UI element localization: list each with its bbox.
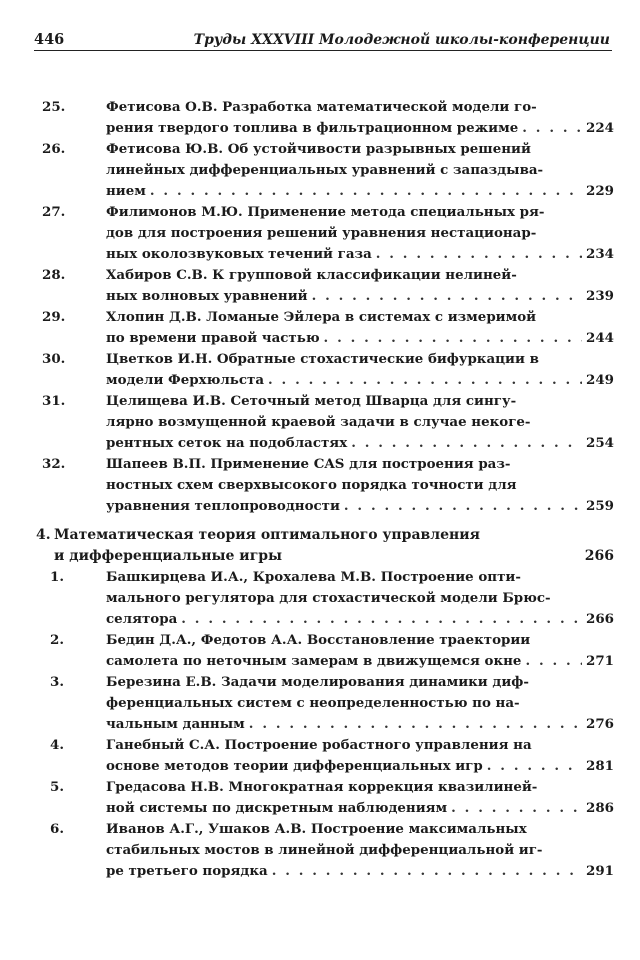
dot-leader (312, 286, 582, 307)
toc-entry-title-line: Иванов А.Г., Ушаков А.В. Построение максимальных (106, 821, 527, 837)
toc-entry-page: 271 (586, 653, 614, 669)
toc-entry-title-line: Фетисова О.В. Разработка математической модели го- (106, 99, 537, 115)
toc-entry-number: 29. (42, 309, 66, 325)
toc-entry-title-line: Березина Е.В. Задачи моделирования динамики диф- (106, 674, 529, 690)
toc-entry[interactable] (34, 630, 614, 672)
toc-entry-page: 286 (586, 800, 614, 816)
dot-leader (487, 756, 582, 777)
toc-entry-number: 28. (42, 267, 66, 283)
toc-entry-page: 276 (586, 716, 614, 732)
toc-entry[interactable] (34, 567, 614, 630)
toc-entry-number: 2. (50, 632, 64, 648)
toc-entry-title-line: лярно возмущенной краевой задачи в случае некоге- (106, 414, 531, 430)
toc-entry-title-line: Фетисова Ю.В. Об устойчивости разрывных решений (106, 141, 531, 157)
toc-entry-title-line: ференциальных систем с неопределенностью по на- (106, 695, 520, 711)
toc-entry-title-last-line: самолета по неточным замерам в движущемся окне (106, 653, 522, 669)
toc-entry-number: 26. (42, 141, 66, 157)
toc-entry-number: 5. (50, 779, 64, 795)
toc-entry-title-last-line: рентных сеток на подобластях (106, 435, 348, 451)
toc-entry-number: 32. (42, 456, 66, 472)
toc-entry-page: 234 (586, 246, 614, 262)
toc-entry-title-line: Ганебный С.А. Построение робастного управления на (106, 737, 532, 753)
dot-leader (272, 861, 582, 882)
dot-leader (525, 651, 582, 672)
toc-entry-title-line: линейных дифференциальных уравнений с запаздыва- (106, 162, 544, 178)
toc-entry-title-last-line: ных волновых уравнений (106, 288, 308, 304)
dot-leader (150, 181, 582, 202)
dot-leader (181, 609, 582, 630)
toc-entry-page: 244 (586, 330, 614, 346)
page-header (34, 30, 612, 51)
section-title-line-1: Математическая теория оптимального управления (54, 527, 481, 543)
page-number: 446 (34, 31, 65, 48)
toc-entry-page: 266 (586, 611, 614, 627)
toc-entry[interactable] (34, 307, 614, 349)
toc-entry-title-last-line: по времени правой частью (106, 330, 320, 346)
running-title: Труды XXXVIII Молодежной школы-конференции (193, 32, 610, 48)
toc-entry-page: 249 (586, 372, 614, 388)
toc-entry-title-last-line: ре третьего порядка (106, 863, 268, 879)
toc-entry-title-line: Шапеев В.П. Применение CAS для построения раз- (106, 456, 511, 472)
toc-entry-page: 224 (586, 120, 614, 136)
toc-entry-title-last-line: ных околозвуковых течений газа (106, 246, 372, 262)
toc-entry-title-line: Цветков И.Н. Обратные стохастические бифуркации в (106, 351, 539, 367)
toc-entry[interactable] (34, 97, 614, 139)
toc-entry-title-last-line: рения твердого топлива в фильтрационном режиме (106, 120, 519, 136)
toc-entry-title-line: Башкирцева И.А., Крохалева М.В. Построение опти- (106, 569, 521, 585)
toc-entry[interactable] (34, 672, 614, 735)
toc-entry[interactable] (34, 391, 614, 454)
dot-leader (522, 118, 582, 139)
toc-entry[interactable] (34, 265, 614, 307)
toc-entry-number: 25. (42, 99, 66, 115)
table-of-contents (34, 97, 614, 882)
toc-entry-page: 281 (586, 758, 614, 774)
toc-entry-title-line: дов для построения решений уравнения нестационар- (106, 225, 537, 241)
section-number: 4. (36, 527, 51, 543)
toc-entry-page: 229 (586, 183, 614, 199)
toc-entry-title-line: стабильных мостов в линейной дифференциальной иг- (106, 842, 543, 858)
toc-entry-number: 4. (50, 737, 64, 753)
toc-entry-number: 3. (50, 674, 64, 690)
toc-entry[interactable] (34, 349, 614, 391)
toc-entry-number: 1. (50, 569, 64, 585)
dot-leader (376, 244, 582, 265)
toc-entry-title-line: Целищева И.В. Сеточный метод Шварца для сингу- (106, 393, 517, 409)
toc-entry-number: 31. (42, 393, 66, 409)
section-page: 266 (584, 548, 614, 564)
toc-entry[interactable] (34, 777, 614, 819)
toc-entry-title-last-line: нием (106, 183, 146, 199)
dot-leader (351, 433, 582, 454)
toc-entry-title-last-line: чальным данным (106, 716, 245, 732)
dot-leader (344, 496, 582, 517)
toc-entry-number: 27. (42, 204, 66, 220)
toc-entry[interactable] (34, 735, 614, 777)
dot-leader (249, 714, 582, 735)
toc-entry-page: 291 (586, 863, 614, 879)
toc-entry-number: 30. (42, 351, 66, 367)
toc-entry-title-last-line: уравнения теплопроводности (106, 498, 340, 514)
toc-entry-number: 6. (50, 821, 64, 837)
dot-leader (324, 328, 583, 349)
toc-group-section-3-tail (34, 97, 614, 517)
toc-entry-title-last-line: модели Ферхюльста (106, 372, 265, 388)
toc-entry-title-last-line: селятора (106, 611, 178, 627)
toc-entry-title-line: мального регулятора для стохастической модели Брюс- (106, 590, 551, 606)
toc-entry[interactable] (34, 139, 614, 202)
toc-entry-title-last-line: ной системы по дискретным наблюдениям (106, 800, 448, 816)
toc-entry-page: 239 (586, 288, 614, 304)
toc-entry-title-last-line: основе методов теории дифференциальных игр (106, 758, 483, 774)
toc-entry-title-line: Гредасова Н.В. Многократная коррекция квазилиней- (106, 779, 538, 795)
toc-entry-page: 259 (586, 498, 614, 514)
toc-entry-title-line: Хабиров С.В. К групповой классификации нелиней- (106, 267, 517, 283)
toc-entry-title-line: Бедин Д.А., Федотов А.А. Восстановление траектории (106, 632, 531, 648)
toc-entry-title-line: Филимонов М.Ю. Применение метода специальных ря- (106, 204, 545, 220)
dot-leader (451, 798, 582, 819)
toc-section-heading[interactable] (34, 525, 614, 567)
toc-entry-page: 254 (586, 435, 614, 451)
toc-entry[interactable] (34, 454, 614, 517)
section-title-line-2: и дифференциальные игры (54, 548, 283, 564)
toc-entry[interactable] (34, 819, 614, 882)
toc-group-section-4 (34, 567, 614, 882)
toc-entry-title-line: Хлопин Д.В. Ломаные Эйлера в системах с измеримой (106, 309, 537, 325)
toc-entry[interactable] (34, 202, 614, 265)
dot-leader (268, 370, 582, 391)
toc-entry-title-line: ностных схем сверхвысокого порядка точности для (106, 477, 517, 493)
